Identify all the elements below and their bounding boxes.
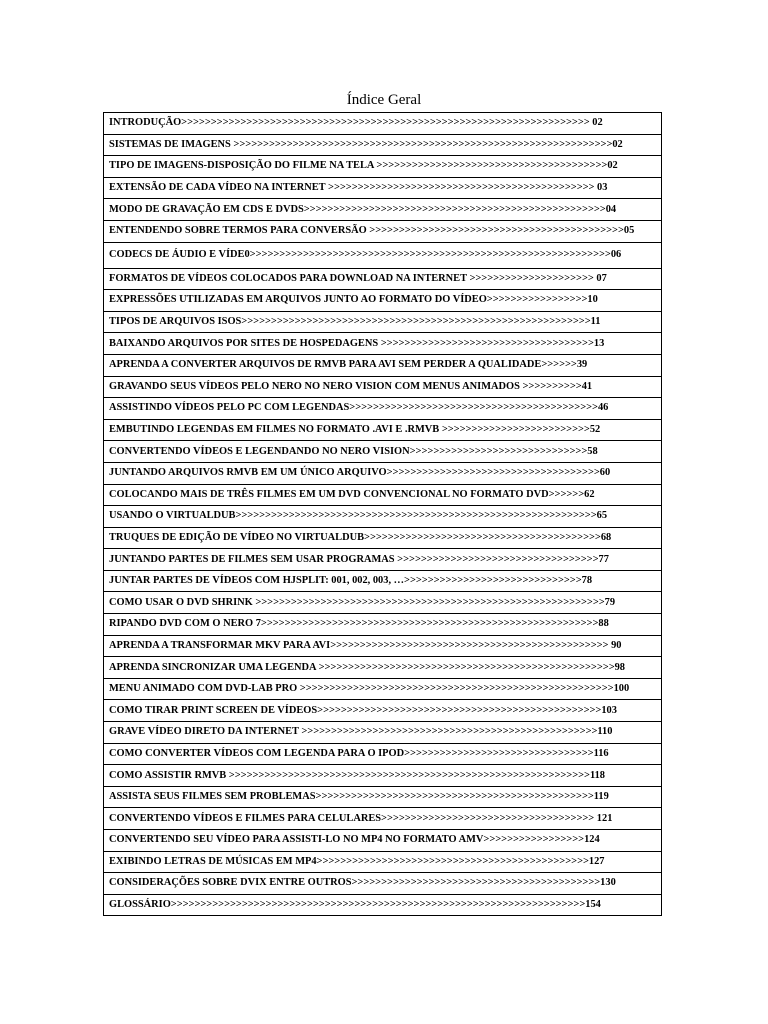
toc-row <box>104 376 662 398</box>
toc-entry: CONVERTENDO VÍDEOS E LEGENDANDO NO NERO VISION>>>>>>>>>>>>>>>>>>>>>>>>>>>>>>58 <box>104 441 662 463</box>
toc-entry: MENU ANIMADO COM DVD-LAB PRO >>>>>>>>>>>>>>>>>>>>>>>>>>>>>>>>>>>>>>>>>>>>>>>>>>>>>100 <box>104 678 662 700</box>
toc-entry: COMO TIRAR PRINT SCREEN DE VÍDEOS>>>>>>>>>>>>>>>>>>>>>>>>>>>>>>>>>>>>>>>>>>>>>>>>103 <box>104 700 662 722</box>
toc-entry: FORMATOS DE VÍDEOS COLOCADOS PARA DOWNLOAD NA INTERNET >>>>>>>>>>>>>>>>>>>>> 07 <box>104 268 662 290</box>
toc-entry: COMO ASSISTIR RMVB >>>>>>>>>>>>>>>>>>>>>>>>>>>>>>>>>>>>>>>>>>>>>>>>>>>>>>>>>>>>>118 <box>104 765 662 787</box>
toc-row <box>104 506 662 528</box>
toc-entry: EXTENSÃO DE CADA VÍDEO NA INTERNET >>>>>>>>>>>>>>>>>>>>>>>>>>>>>>>>>>>>>>>>>>>>> 03 <box>104 177 662 199</box>
toc-row <box>104 419 662 441</box>
toc-row <box>104 354 662 376</box>
toc-row <box>104 786 662 808</box>
toc-row <box>104 398 662 420</box>
toc-entry: JUNTANDO ARQUIVOS RMVB EM UM ÚNICO ARQUIVO>>>>>>>>>>>>>>>>>>>>>>>>>>>>>>>>>>>>60 <box>104 462 662 484</box>
page-title: Índice Geral <box>346 92 422 108</box>
toc-row <box>104 614 662 636</box>
toc-entry: ENTENDENDO SOBRE TERMOS PARA CONVERSÃO >>>>>>>>>>>>>>>>>>>>>>>>>>>>>>>>>>>>>>>>>>>05 <box>104 220 662 242</box>
toc-row <box>104 113 662 135</box>
toc-row <box>104 484 662 506</box>
toc-entry: GRAVANDO SEUS VÍDEOS PELO NERO NO NERO VISION COM MENUS ANIMADOS >>>>>>>>>>41 <box>104 376 662 398</box>
toc-entry: BAIXANDO ARQUIVOS POR SITES DE HOSPEDAGENS >>>>>>>>>>>>>>>>>>>>>>>>>>>>>>>>>>>>13 <box>104 333 662 355</box>
toc-entry: MODO DE GRAVAÇÃO EM CDS E DVDS>>>>>>>>>>>>>>>>>>>>>>>>>>>>>>>>>>>>>>>>>>>>>>>>>>>04 <box>104 199 662 221</box>
toc-entry: EXPRESSÕES UTILIZADAS EM ARQUIVOS JUNTO AO FORMATO DO VÍDEO>>>>>>>>>>>>>>>>>10 <box>104 290 662 312</box>
toc-entry: APRENDA A TRANSFORMAR MKV PARA AVI>>>>>>>>>>>>>>>>>>>>>>>>>>>>>>>>>>>>>>>>>>>>>>> 90 <box>104 635 662 657</box>
toc-row <box>104 722 662 744</box>
toc-entry: TIPOS DE ARQUIVOS ISOS>>>>>>>>>>>>>>>>>>>>>>>>>>>>>>>>>>>>>>>>>>>>>>>>>>>>>>>>>>>11 <box>104 311 662 333</box>
toc-row <box>104 268 662 290</box>
toc-entry: CONVERTENDO VÍDEOS E FILMES PARA CELULARES>>>>>>>>>>>>>>>>>>>>>>>>>>>>>>>>>>>> 121 <box>104 808 662 830</box>
toc-row <box>104 765 662 787</box>
toc-entry: USANDO O VIRTUALDUB>>>>>>>>>>>>>>>>>>>>>>>>>>>>>>>>>>>>>>>>>>>>>>>>>>>>>>>>>>>>>65 <box>104 506 662 528</box>
toc-entry: RIPANDO DVD COM O NERO 7>>>>>>>>>>>>>>>>>>>>>>>>>>>>>>>>>>>>>>>>>>>>>>>>>>>>>>>>>88 <box>104 614 662 636</box>
toc-entry: ASSISTA SEUS FILMES SEM PROBLEMAS>>>>>>>>>>>>>>>>>>>>>>>>>>>>>>>>>>>>>>>>>>>>>>>119 <box>104 786 662 808</box>
toc-entry: CONVERTENDO SEU VÍDEO PARA ASSISTI-LO NO MP4 NO FORMATO AMV>>>>>>>>>>>>>>>>>124 <box>104 830 662 852</box>
toc-entry: TIPO DE IMAGENS-DISPOSIÇÃO DO FILME NA TELA >>>>>>>>>>>>>>>>>>>>>>>>>>>>>>>>>>>>>>>02 <box>104 156 662 178</box>
toc-entry: CODECS DE ÁUDIO E VÍDE0>>>>>>>>>>>>>>>>>>>>>>>>>>>>>>>>>>>>>>>>>>>>>>>>>>>>>>>>>>>>>06 <box>104 242 662 268</box>
toc-row <box>104 678 662 700</box>
toc-row <box>104 830 662 852</box>
table-of-contents <box>103 112 662 916</box>
toc-entry: INTRODUÇÃO>>>>>>>>>>>>>>>>>>>>>>>>>>>>>>>>>>>>>>>>>>>>>>>>>>>>>>>>>>>>>>>>>>>>> 02 <box>104 113 662 135</box>
toc-row <box>104 570 662 592</box>
toc-entry: EXIBINDO LETRAS DE MÚSICAS EM MP4>>>>>>>>>>>>>>>>>>>>>>>>>>>>>>>>>>>>>>>>>>>>>>127 <box>104 851 662 873</box>
toc-row <box>104 657 662 679</box>
toc-row <box>104 242 662 268</box>
toc-row <box>104 177 662 199</box>
toc-entry: APRENDA A CONVERTER ARQUIVOS DE RMVB PARA AVI SEM PERDER A QUALIDADE>>>>>>39 <box>104 354 662 376</box>
toc-row <box>104 156 662 178</box>
toc-entry: COLOCANDO MAIS DE TRÊS FILMES EM UM DVD CONVENCIONAL NO FORMATO DVD>>>>>>62 <box>104 484 662 506</box>
toc-entry: APRENDA SINCRONIZAR UMA LEGENDA >>>>>>>>>>>>>>>>>>>>>>>>>>>>>>>>>>>>>>>>>>>>>>>>>>98 <box>104 657 662 679</box>
toc-row <box>104 311 662 333</box>
toc-row <box>104 592 662 614</box>
toc-row <box>104 290 662 312</box>
toc-row <box>104 808 662 830</box>
toc-entry: EMBUTINDO LEGENDAS EM FILMES NO FORMATO .AVI E .RMVB >>>>>>>>>>>>>>>>>>>>>>>>>52 <box>104 419 662 441</box>
toc-entry: JUNTANDO PARTES DE FILMES SEM USAR PROGRAMAS >>>>>>>>>>>>>>>>>>>>>>>>>>>>>>>>>>77 <box>104 549 662 571</box>
toc-row <box>104 527 662 549</box>
toc-row <box>104 134 662 156</box>
toc-entry: TRUQUES DE EDIÇÃO DE VÍDEO NO VIRTUALDUB>>>>>>>>>>>>>>>>>>>>>>>>>>>>>>>>>>>>>>>>68 <box>104 527 662 549</box>
toc-entry: ASSISTINDO VÍDEOS PELO PC COM LEGENDAS>>>>>>>>>>>>>>>>>>>>>>>>>>>>>>>>>>>>>>>>>>46 <box>104 398 662 420</box>
toc-row <box>104 700 662 722</box>
toc-entry: COMO CONVERTER VÍDEOS COM LEGENDA PARA O IPOD>>>>>>>>>>>>>>>>>>>>>>>>>>>>>>>>116 <box>104 743 662 765</box>
toc-row <box>104 894 662 916</box>
toc-entry: GRAVE VÍDEO DIRETO DA INTERNET >>>>>>>>>>>>>>>>>>>>>>>>>>>>>>>>>>>>>>>>>>>>>>>>>>110 <box>104 722 662 744</box>
toc-row <box>104 743 662 765</box>
toc-row <box>104 333 662 355</box>
toc-entry: SISTEMAS DE IMAGENS >>>>>>>>>>>>>>>>>>>>>>>>>>>>>>>>>>>>>>>>>>>>>>>>>>>>>>>>>>>>>>>>02 <box>104 134 662 156</box>
toc-entry: COMO USAR O DVD SHRINK >>>>>>>>>>>>>>>>>>>>>>>>>>>>>>>>>>>>>>>>>>>>>>>>>>>>>>>>>>>79 <box>104 592 662 614</box>
toc-entry: JUNTAR PARTES DE VÍDEOS COM HJSPLIT: 001, 002, 003, …>>>>>>>>>>>>>>>>>>>>>>>>>>>>>>78 <box>104 570 662 592</box>
toc-row <box>104 873 662 895</box>
toc-row <box>104 462 662 484</box>
toc-row <box>104 851 662 873</box>
toc-entry: GLOSSÁRIO>>>>>>>>>>>>>>>>>>>>>>>>>>>>>>>>>>>>>>>>>>>>>>>>>>>>>>>>>>>>>>>>>>>>>>154 <box>104 894 662 916</box>
toc-row <box>104 635 662 657</box>
toc-row <box>104 220 662 242</box>
toc-row <box>104 441 662 463</box>
toc-body <box>104 113 662 916</box>
toc-entry: CONSIDERAÇÕES SOBRE DVIX ENTRE OUTROS>>>>>>>>>>>>>>>>>>>>>>>>>>>>>>>>>>>>>>>>>>130 <box>104 873 662 895</box>
toc-row <box>104 199 662 221</box>
toc-row <box>104 549 662 571</box>
